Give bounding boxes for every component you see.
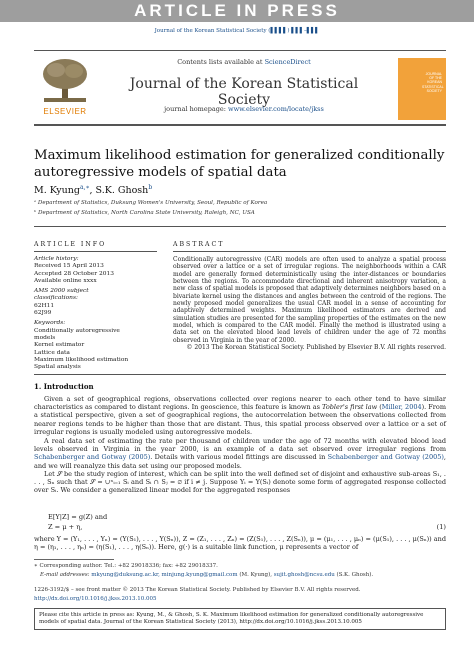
journal-header: [34, 56, 446, 122]
ams-classification: [34, 288, 134, 317]
article-title: Maximum likelihood estimation for generalized conditionally autoregressive models of spatial data: [34, 148, 445, 180]
author-1-affiliation-mark[interactable]: a,∗: [79, 184, 90, 191]
intro-paragraph-2: [34, 437, 446, 470]
cite-this-article-box: Please cite this article in press as: Kyung, M., & Ghosh, S. K. Maximum likelihood estimation for generalized conditionally autoregressive models of spatial data. Journal of the Korean Statistical Society (2013), http://dx.doi.org/10.1016/j.jkss.2013.10.005: [34, 608, 446, 630]
abstract-bottom-rule: [34, 374, 446, 375]
p1-text: Given a set of geographical regions, observations collected over regions nearer to each other tend to have similar characteristics as compared to distant regions. In geoscience, this feature is known as: [34, 395, 446, 412]
article-info: [34, 256, 134, 374]
email-text: (S.K. Ghosh).: [334, 572, 374, 578]
p1-text: (: [377, 403, 382, 412]
toblers-law: Tobler's first law: [322, 403, 378, 412]
header-top-rule: [34, 50, 446, 51]
equation-line-1: E[Y|Z] = g(Z) and: [48, 513, 108, 521]
citation-link-schabenberger[interactable]: Schabenberger and Gotway (2005): [34, 453, 151, 462]
contents-prefix: Contents lists available at: [177, 58, 265, 66]
journal-citation-header[interactable]: Journal of the Korean Statistical Society (▌▌▌▌) ▌▌▌–▌▌▌: [154, 28, 320, 34]
author-2: , S.K. Ghosh: [89, 185, 149, 197]
cover-title: JOURNAL OF THE KOREAN STATISTICAL SOCIETY: [422, 72, 444, 93]
info-rule: [34, 251, 157, 252]
corresponding-author-note: ∗ Corresponding author. Tel.: +82 29018336; fax: +82 29018337.: [34, 563, 218, 569]
equation-line-2: Z = μ + η,: [48, 523, 83, 531]
doi-url[interactable]: http://dx.doi.org/10.1016/j.jkss.2013.10.005: [34, 596, 157, 602]
email-addresses: [34, 572, 446, 578]
keyword-item: Kernel estimator: [34, 342, 85, 349]
affiliation-b: ᵇ Department of Statistics, North Carolina State University, Raleigh, NC, USA: [34, 210, 255, 216]
received-date: Received 15 April 2013: [34, 263, 104, 270]
p2-text: . Details with various model fittings are discussed in: [150, 453, 328, 462]
homepage-prefix: journal homepage:: [164, 105, 228, 113]
article-history: [34, 256, 134, 285]
author-list: [34, 184, 152, 196]
abstract-copyright: © 2013 The Korean Statistical Society. Published by Elsevier B.V. All rights reserved.: [186, 344, 446, 352]
journal-cover-thumbnail[interactable]: [398, 58, 446, 120]
keyword-item: Conditionally autoregressive models: [34, 327, 120, 341]
keywords-label: Keywords:: [34, 320, 66, 327]
citation-link-schabenberger[interactable]: Schabenberger and Gotway (2005): [327, 453, 444, 462]
online-date: Available online xxxx: [34, 277, 97, 284]
email-text: (M. Kyung),: [237, 572, 274, 578]
ams-label: AMS 2000 subject classifications:: [34, 288, 89, 302]
p1-text: ). From a statistical perspective, given a set of geographical regions, the autocorrelation between the observations collected from nearer regions tends to be higher than those that are distant. Thus, this spatial process observed over a lattice or a set of irregular regions is usually modeled using autoregressive models.: [34, 403, 446, 436]
p2-text: , and we will reanalyze this data set using our proposed models.: [34, 453, 446, 470]
footnote-rule: [34, 559, 114, 560]
affiliation-rule: [34, 226, 446, 227]
elsevier-wordmark: ELSEVIER: [43, 107, 87, 116]
issn-line: 1226-3192/$ – see front matter © 2013 The Korean Statistical Society. Published by Elsevier B.V. All rights reserved.: [34, 587, 361, 593]
citation-link-miller[interactable]: Miller, 2004: [381, 403, 422, 412]
email-link-ghosh[interactable]: sujit.ghosh@ncsu.edu: [273, 572, 335, 578]
article-info-heading: ARTICLE INFO: [34, 241, 107, 248]
elsevier-tree-icon: [40, 58, 90, 104]
contents-lists-line: [104, 58, 384, 66]
abstract-heading: ABSTRACT: [173, 241, 225, 248]
keywords: [34, 320, 134, 371]
affiliation-a: ᵃ Department of Statistics, Duksung Women's University, Seoul, Republic of Korea: [34, 200, 268, 206]
equation-number: (1): [436, 523, 446, 531]
keyword-item: Spatial analysis: [34, 364, 81, 371]
journal-title: Journal of the Korean Statistical Society: [129, 76, 359, 108]
sciencedirect-link[interactable]: ScienceDirect: [264, 58, 311, 66]
journal-homepage-link[interactable]: www.elsevier.com/locate/jkss: [228, 105, 324, 113]
author-1: M. Kyung: [34, 185, 80, 197]
intro-paragraph-1: [34, 395, 446, 436]
journal-homepage-line: [104, 105, 384, 113]
introduction-heading: 1. Introduction: [34, 382, 94, 391]
doi-link[interactable]: [34, 596, 446, 602]
history-label: Article history:: [34, 256, 79, 262]
keyword-item: Maximum likelihood estimation: [34, 356, 129, 363]
abstract-rule: [173, 251, 446, 252]
header-bottom-rule: [34, 124, 446, 126]
email-link-kyung[interactable]: mkyung@duksung.ac.kr, minjung.kyung@gmail.com: [91, 572, 238, 578]
ams-code: 62J99: [34, 310, 52, 317]
ams-code: 62H11: [34, 302, 55, 309]
keyword-item: Lattice data: [34, 349, 70, 356]
email-label: E-mail addresses:: [40, 572, 92, 578]
abstract-text: Conditionally autoregressive (CAR) models are often used to analyze a spatial process observed over a lattice or a set of irregular regions. The neighborhoods within a CAR model are generally formed deterministically using the inter-distances or boundaries between the regions. To accommodate directional and inherent anisotropy variation, a new class of spatial models is proposed that adaptively determines neighbors based on a bivariate kernel using the distances and angles between the centroid of the regions. The newly proposed model generalizes the usual CAR model in a sense of accounting for adaptively determined weights. Maximum likelihood estimators are derived and simulation studies are presented for the sampling properties of the estimates on the new model, which is compared to the CAR model. Finally the method is illustrated using a data set on the elevated blood lead levels of children under the age of 72 months observed in Virginia in the year of 2000.: [173, 256, 446, 344]
abstract-body: [173, 256, 446, 351]
accepted-date: Accepted 28 October 2013: [34, 270, 114, 277]
intro-paragraph-4: where Y = (Y₁, . . . , Yₙ) = (Y(S₁), . . . , Y(Sₙ)), Z = (Z₁, . . . , Zₙ) = (Z(S₁), . . . , Z(Sₙ)), μ = (μ₁, . . . , μₙ) = (μ(S₁), . . . , μ(Sₙ)) and η = (η₁, . . . , ηₙ) = (η(S₁), . . . , η(Sₙ)). Here, g(·) is a suitable link function, μ represents a vector of: [34, 535, 446, 552]
intro-paragraph-3: Let 𝒮 be the study region of interest, which can be split into the well defined set of disjoint and exhaustive sub-areas S₁, . . . , Sₙ such that 𝒮 = ∪ⁿᵢ₌₁ Sᵢ and Sᵢ ∩ Sⱼ = ∅ if i ≠ j. Suppose Yᵢ = Y(Sᵢ) denote some form of aggregated response collected over Sᵢ. We consider a generalized linear model for the aggregated responses: [34, 470, 446, 495]
article-in-press-banner: ARTICLE IN PRESS: [0, 0, 474, 22]
author-2-affiliation-mark[interactable]: b: [148, 184, 153, 191]
elsevier-logo[interactable]: [34, 58, 96, 120]
p2-text: A real data set of estimating the rate per thousand of children under the age of 72 months with elevated blood lead levels observed in Virginia in the year 2000, is an example of a data set observed over irregular regions from: [34, 437, 446, 454]
